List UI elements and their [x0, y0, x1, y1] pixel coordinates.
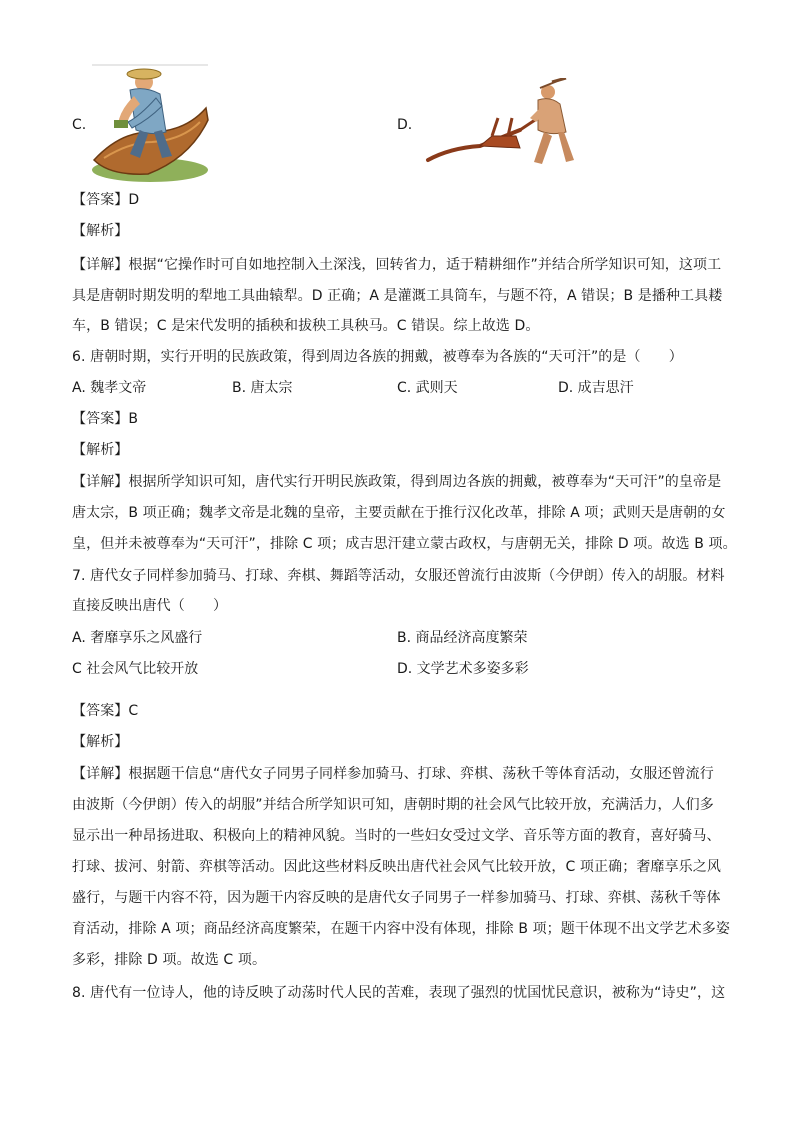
q6-option-b: B. 唐太宗: [232, 380, 293, 396]
q7-detail-line: 盛行，与题干内容不符，因为题干内容反映的是唐代女子同男子一样参加骑马、打球、弈棋、荡秋千等体: [72, 890, 721, 906]
q6-detail-line: 【详解】根据所学知识可知，唐代实行开明民族政策，得到周边各族的拥戴，被尊奉为“天可汗”的皇帝是: [72, 474, 722, 490]
q8-stem: 8. 唐代有一位诗人，他的诗反映了动荡时代人民的苦难，表现了强烈的忧国忧民意识，被称为“诗史”，这: [72, 985, 726, 1001]
q7-option-d: D. 文学艺术多姿多彩: [397, 661, 529, 677]
q7-detail-line: 由波斯（今伊朗）传入的胡服”并结合所学知识可知，唐朝时期的社会风气比较开放，充满活力，人们多: [72, 797, 714, 813]
q5-answer: 【答案】D: [72, 192, 140, 208]
q6-detail-line: 皇，但并未被尊奉为“天可汗”，排除 C 项；成吉思汗建立蒙古政权，与唐朝无关，排除 D 项。故选 B 项。: [72, 536, 737, 552]
q7-detail-line: 显示出一种昂扬进取、积极向上的精神风貌。当时的一些妇女受过文学、音乐等方面的教育，喜好骑马、: [72, 828, 721, 844]
q7-detail-line: 【详解】根据题干信息“唐代女子同男子同样参加骑马、打球、弈棋、荡秋千等体育活动，女服还曾流行: [72, 766, 714, 782]
q7-option-c: C 社会风气比较开放: [72, 661, 199, 677]
q7-option-a: A. 奢靡享乐之风盛行: [72, 630, 203, 646]
q5-analysis-label: 【解析】: [72, 223, 129, 239]
q5-detail-line: 车，B 错误；C 是宋代发明的插秧和拔秧工具秧马。C 错误。综上故选 D。: [72, 318, 540, 334]
q6-detail-line: 唐太宗，B 项正确；魏孝文帝是北魏的皇帝，主要贡献在于推行汉化改革，排除 A 项；武则天是唐朝的女: [72, 505, 726, 521]
option-d-label: D.: [397, 117, 413, 133]
q5-detail-line: 具是唐朝时期发明的犁地工具曲辕犁。D 正确；A 是灌溉工具筒车，与题不符，A 错误；B 是播种工具耧: [72, 288, 723, 304]
q6-option-a: A. 魏孝文帝: [72, 380, 147, 396]
option-c-label: C.: [72, 117, 87, 133]
q7-option-b: B. 商品经济高度繁荣: [397, 630, 528, 646]
q7-answer: 【答案】C: [72, 703, 139, 719]
q6-analysis-label: 【解析】: [72, 442, 129, 458]
q7-analysis-label: 【解析】: [72, 734, 129, 750]
q7-detail-line: 打球、拔河、射箭、弈棋等活动。因此这些材料反映出唐代社会风气比较开放，C 项正确；奢靡享乐之风: [72, 859, 721, 875]
q7-stem-line: 7. 唐代女子同样参加骑马、打球、奔棋、舞蹈等活动，女服还曾流行由波斯（今伊朗）传入的胡服。材料: [72, 568, 725, 584]
sowing-boat-illustration-icon: [90, 62, 210, 184]
q6-stem: 6. 唐朝时期，实行开明的民族政策，得到周边各族的拥戴，被尊奉为各族的“天可汗”的是（ ）: [72, 349, 683, 365]
q6-option-c: C. 武则天: [397, 380, 458, 396]
q6-option-d: D. 成吉思汗: [558, 380, 634, 396]
q7-detail-line: 育活动，排除 A 项；商品经济高度繁荣，在题干内容中没有体现，排除 B 项；题干体现不出文学艺术多姿: [72, 921, 730, 937]
q5-detail-line: 【详解】根据“它操作时可自如地控制入土深浅，回转省力，适于精耕细作”并结合所学知识可知，这项工: [72, 257, 722, 273]
q6-answer: 【答案】B: [72, 411, 139, 427]
farmer-plough-illustration-icon: [420, 78, 580, 170]
q7-detail-line: 多彩，排除 D 项。故选 C 项。: [72, 952, 267, 968]
q7-stem-line: 直接反映出唐代（ ）: [72, 598, 228, 614]
